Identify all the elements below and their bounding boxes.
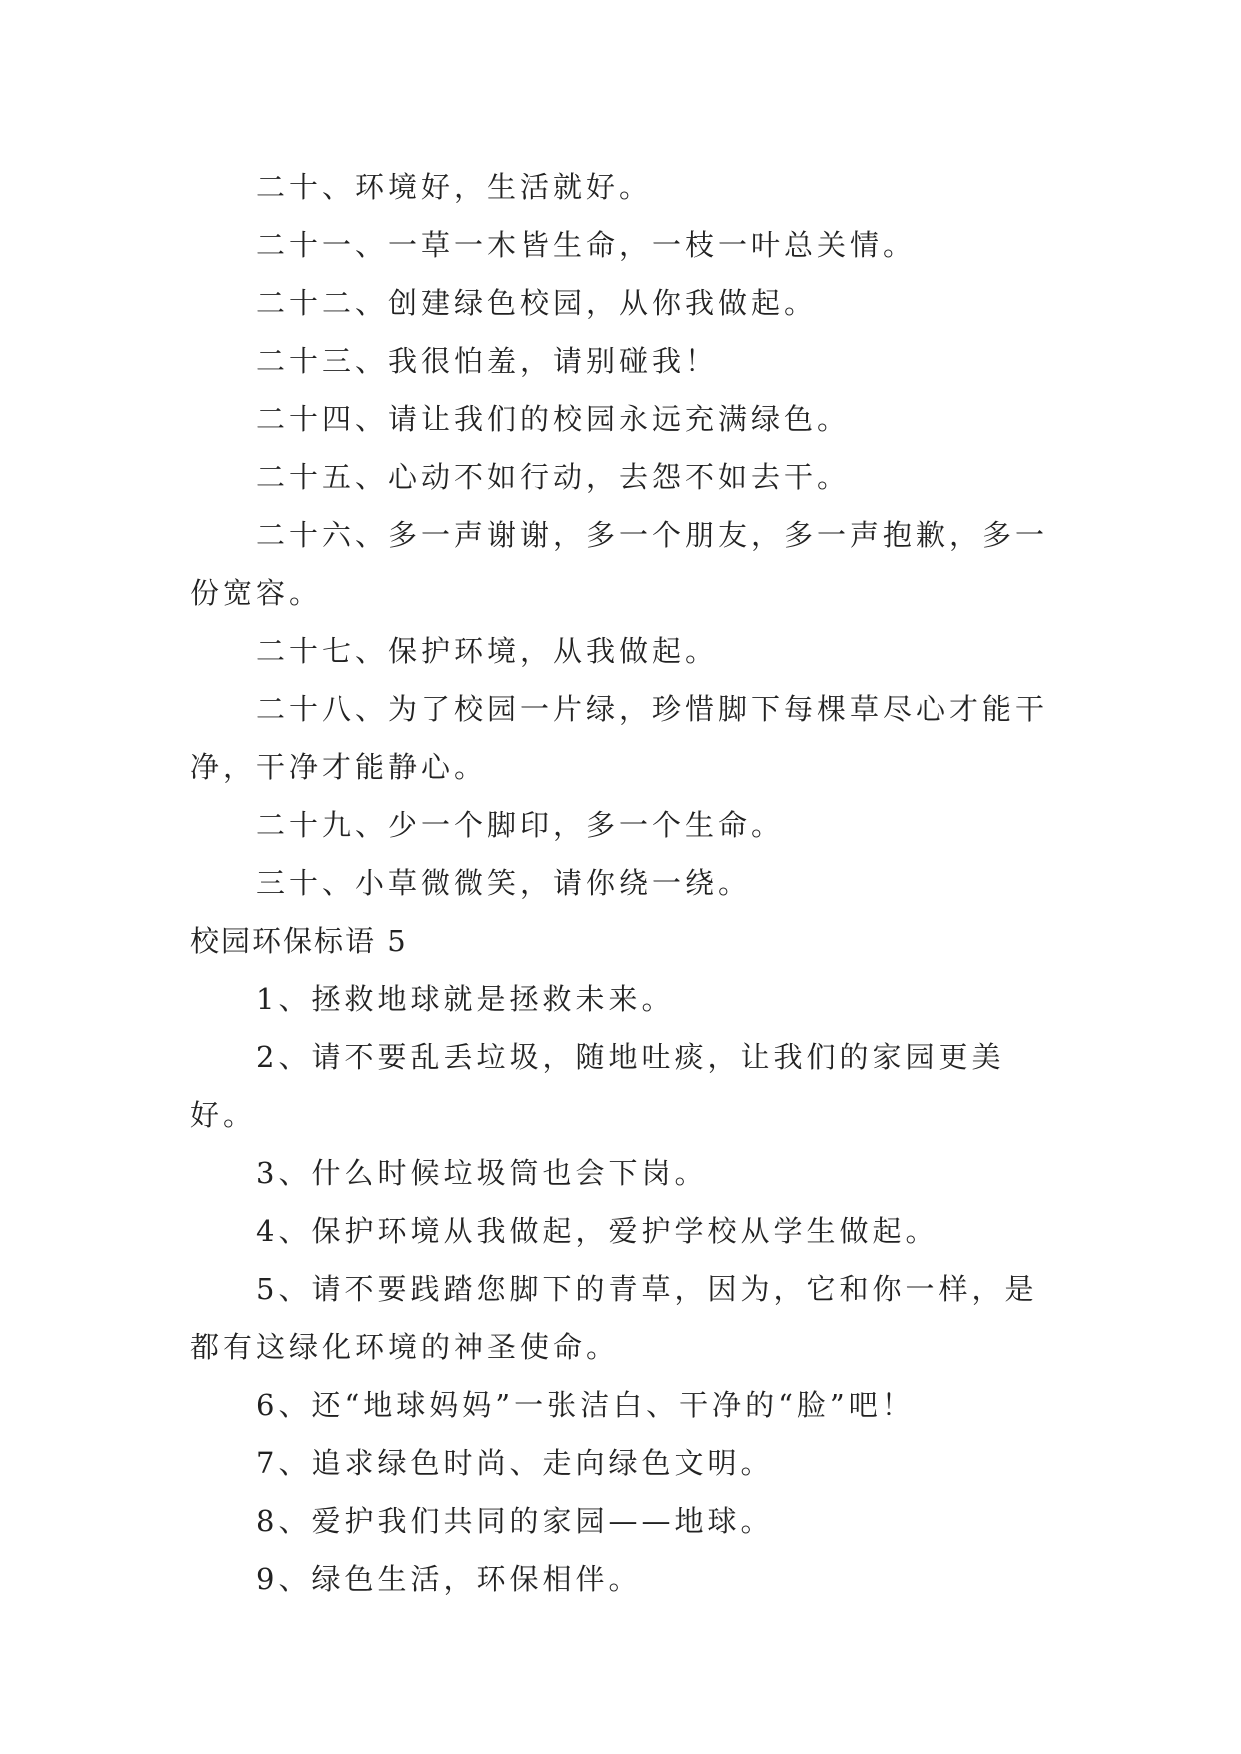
document-body <box>190 158 1062 1608</box>
slogan-25: 二十五、心动不如行动，去怨不如去干。 <box>256 460 851 494</box>
slogan-22: 二十二、创建绿色校园，从你我做起。 <box>256 286 818 320</box>
slogan-23: 二十三、我很怕羞，请别碰我！ <box>256 344 719 378</box>
slogan-28: 二十八、为了校园一片绿，珍惜脚下每棵草尽心才能干净，干净才能静心。 <box>190 692 1049 784</box>
slogan-21: 二十一、一草一木皆生命，一枝一叶总关情。 <box>256 228 917 262</box>
slogan-5-2: 2、请不要乱丢垃圾，随地吐痰，让我们的家园更美好。 <box>190 1040 1005 1132</box>
slogan-5-7: 7、追求绿色时尚、走向绿色文明。 <box>256 1446 774 1480</box>
slogan-5-9: 9、绿色生活，环保相伴。 <box>256 1562 642 1596</box>
slogan-24: 二十四、请让我们的校园永远充满绿色。 <box>256 402 851 436</box>
slogan-5-1: 1、拯救地球就是拯救未来。 <box>256 982 675 1016</box>
slogan-5-5: 5、请不要践踏您脚下的青草，因为，它和你一样，是都有这绿化环境的神圣使命。 <box>190 1272 1038 1364</box>
slogan-5-4: 4、保护环境从我做起，爱护学校从学生做起。 <box>256 1214 939 1248</box>
slogan-5-3: 3、什么时候垃圾筒也会下岗。 <box>256 1156 708 1190</box>
slogan-29: 二十九、少一个脚印，多一个生命。 <box>256 808 785 842</box>
slogan-27: 二十七、保护环境，从我做起。 <box>256 634 719 668</box>
slogan-26: 二十六、多一声谢谢，多一个朋友，多一声抱歉，多一份宽容。 <box>190 518 1049 610</box>
slogan-20: 二十、环境好，生活就好。 <box>256 170 653 204</box>
slogan-30: 三十、小草微微笑，请你绕一绕。 <box>256 866 752 900</box>
slogan-5-6: 6、还“地球妈妈”一张洁白、干净的“脸”吧！ <box>256 1388 915 1422</box>
section-heading: 校园环保标语 5 <box>190 924 408 958</box>
slogan-5-8: 8、爱护我们共同的家园——地球。 <box>256 1504 774 1538</box>
